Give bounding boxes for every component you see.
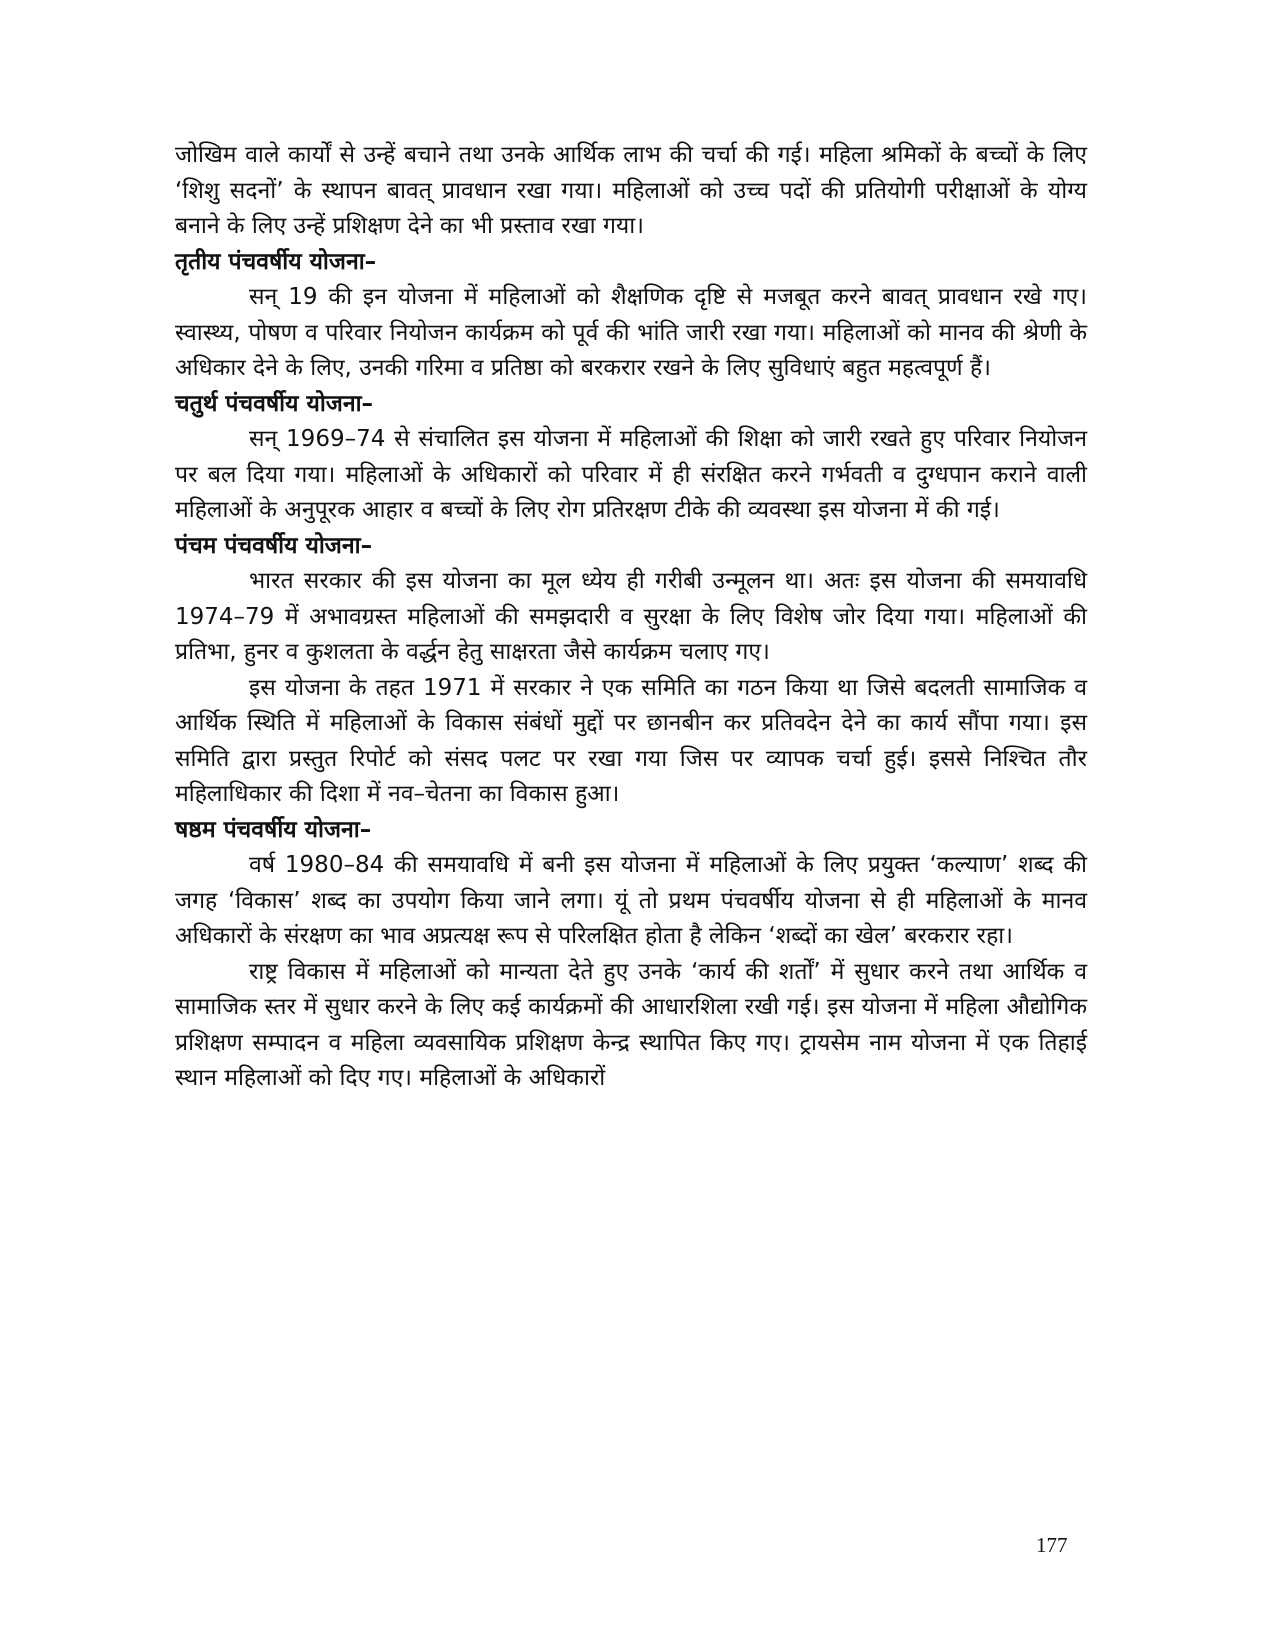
section-heading-fifth-plan: पंचम पंचवर्षीय योजना– bbox=[175, 532, 373, 559]
section-heading-fourth-plan: चतुर्थ पंचवर्षीय योजना– bbox=[175, 390, 374, 417]
intro-paragraph: जोखिम वाले कार्यों से उन्हें बचाने तथा उनके आर्थिक लाभ की चर्चा की गई। महिला श्रमिकों के बच्चों के लिए ‘शिशु सदनों’ के स्थापन बावत् प्रावधान रखा गया। महिलाओं को उच्च पदों की प्रतियोगी परीक्षाओं के योग्य बनाने के लिए उन्हें प्रशिक्षण देने का भी प्रस्ताव रखा गया। bbox=[175, 142, 1087, 239]
section-heading-sixth-plan: षष्ठम पंचवर्षीय योजना– bbox=[175, 816, 372, 843]
paragraph-fifth-plan-2: इस योजना के तहत 1971 में सरकार ने एक समिति का गठन किया था जिसे बदलती सामाजिक व आर्थिक स्थिति में महिलाओं के विकास संबंधों मुद्दों पर छानबीन कर प्रतिवदेन देने का कार्य सौंपा गया। इस समिति द्वारा प्रस्तुत रिपोर्ट को संसद पलट पर रखा गया जिस पर व्यापक चर्चा हुई। इससे निश्चित तौर महिलाधिकार की दिशा में नव–चेतना का विकास हुआ। bbox=[175, 674, 1088, 807]
page-number: 177 bbox=[1036, 1533, 1068, 1557]
paragraph-third-plan: सन् 19 की इन योजना में महिलाओं को शैक्षणिक दृष्टि से मजबूत करने बावत् प्रावधान रखे गए। स्वास्थ्य, पोषण व परिवार नियोजन कार्यक्रम को पूर्व की भांति जारी रखा गया। महिलाओं को मानव की श्रेणी के अधिकार देने के लिए, उनकी गरिमा व प्रतिष्ठा को बरकरार रखने के लिए सुविधाएं बहुत महत्वपूर्ण हैं। bbox=[175, 284, 1087, 381]
paragraph-sixth-plan-1: वर्ष 1980–84 की समयावधि में बनी इस योजना में महिलाओं के लिए प्रयुक्त ‘कल्याण’ शब्द की जगह ‘विकास’ शब्द का उपयोग किया जाने लगा। यूं तो प्रथम पंचवर्षीय योजना से ही महिलाओं के मानव अधिकारों के संरक्षण का भाव अप्रत्यक्ष रूप से परिलक्षित होता है लेकिन ‘शब्दों का खेल’ बरकरार रहा। bbox=[175, 852, 1087, 949]
section-heading-third-plan: तृतीय पंचवर्षीय योजना– bbox=[175, 248, 377, 275]
paragraph-sixth-plan-2: राष्ट्र विकास में महिलाओं को मान्यता देते हुए उनके ‘कार्य की शर्तों’ में सुधार करने तथा आर्थिक व सामाजिक स्तर में सुधार करने के लिए कई कार्यक्रमों की आधारशिला रखी गई। इस योजना में महिला औद्योगिक प्रशिक्षण सम्पादन व महिला व्यवसायिक प्रशिक्षण केन्द्र स्थापित किए गए। ट्रायसेम नाम योजना में एक तिहाई स्थान महिलाओं को दिए गए। महिलाओं के अधिकारों bbox=[175, 958, 1087, 1091]
page-body bbox=[175, 138, 1087, 1097]
paragraph-fourth-plan: सन् 1969–74 से संचालित इस योजना में महिलाओं की शिक्षा को जारी रखते हुए परिवार नियोजन पर बल दिया गया। महिलाओं के अधिकारों को परिवार में ही संरक्षित करने गर्भवती व दुग्धपान कराने वाली महिलाओं के अनुपूरक आहार व बच्चों के लिए रोग प्रतिरक्षण टीके की व्यवस्था इस योजना में की गई। bbox=[175, 426, 1087, 523]
paragraph-fifth-plan-1: भारत सरकार की इस योजना का मूल ध्येय ही गरीबी उन्मूलन था। अतः इस योजना की समयावधि 1974–79 में अभावग्रस्त महिलाओं की समझदारी व सुरक्षा के लिए विशेष जोर दिया गया। महिलाओं की प्रतिभा, हुनर व कुशलता के वर्द्धन हेतु साक्षरता जैसे कार्यक्रम चलाए गए। bbox=[175, 568, 1087, 665]
